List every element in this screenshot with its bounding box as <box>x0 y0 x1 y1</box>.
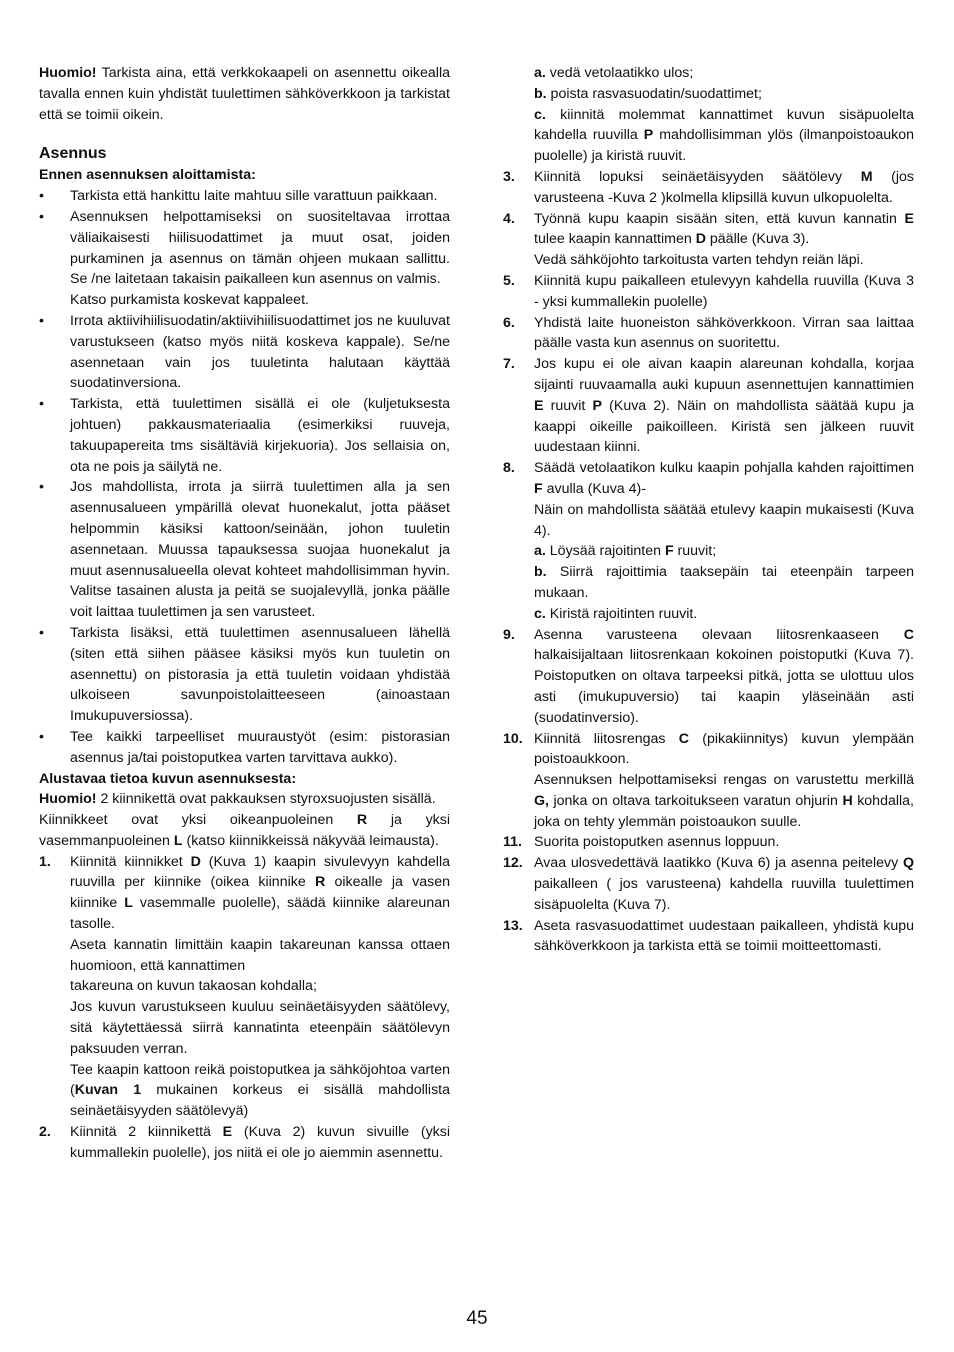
step-1-paragraph-4: Jos kuvun varustukseen kuuluu seinäetäisyyden säätölevy, sitä käytettäessä siirrä kannatinta eteenpäin säätölevyn paksuuden verran. <box>70 999 450 1057</box>
step-number: 3. <box>503 168 515 185</box>
bullet-marker: • <box>39 208 44 225</box>
step-5: 5. Kiinnitä kupu paikalleen etulevyyn kahdella ruuvilla (Kuva 3 - yksi kummallekin puolelle) <box>503 272 914 310</box>
step-12: 12. Avaa ulosvedettävä laatikko (Kuva 6) ja asenna peitelevy Q paikalleen ( jos varusteena) kahdella ruuvilla tuulettimen sisäpuolelta (Kuva 7). <box>503 855 914 913</box>
bold-label: Huomio! <box>39 791 97 808</box>
step-1-paragraph-3: takareuna on kuvun takaosan kohdalla; <box>70 978 317 995</box>
step-13: 13. Aseta rasvasuodattimet uudestaan paikalleen, yhdistä kupu sähköverkkoon ja tarkista että se toimii moitteettomasti. <box>503 917 914 955</box>
step-1-paragraph-2: Aseta kannatin limittäin kaapin takareunan kanssa ottaen huomioon, että kannattimen <box>70 936 450 974</box>
bold-label: H <box>842 792 853 809</box>
bold-label: a. <box>534 65 546 81</box>
bullet-item-3: • Irrota aktiivihiilisuodatin/aktiivihiilisuodattimet jos ne kuuluvat varustukseen (katso myös niitä koskeva kappale). Se/ne asennetaan vain jos tuuletinta halutaan käyttää suodatinversiona. <box>39 312 450 392</box>
bold-label: D <box>190 853 201 870</box>
right-column <box>503 63 914 957</box>
bullet-marker: • <box>39 479 44 496</box>
step-6: 6. Yhdistä laite huoneiston sähköverkkoon. Virran saa laittaa päälle vasta kun asennus on suoritettu. <box>503 314 914 352</box>
bullet-item-5: • Jos mahdollista, irrota ja siirrä tuulettimen alla ja sen asennusalueen ympärillä olevat huonekalut, jotta pääset helpommin käsiksi kattoon/seinään, johon tuuletin asennetaan. Muussa tapauksessa suojaa huonekalut ja muut asennusalueella olevat kohteet mahdollisimman hyvin. Valitse tasainen alusta ja peitä se suojalevyllä, jonka päälle voit laittaa tuulettimen ja sen varusteet. <box>39 479 450 621</box>
bullet-marker: • <box>39 188 44 205</box>
note-paragraph-2: Kiinnikkeet ovat yksi oikeanpuoleinen R ja yksi vasemmanpuoleinen L (katso kiinnikkeissä näkyvää leimausta). <box>39 812 450 849</box>
bullet-item-1: • Tarkista että hankittu laite mahtuu sille varattuun paikkaan. <box>39 186 450 207</box>
step-number: 1. <box>39 853 51 870</box>
step-7: 7. Jos kupu ei ole aivan kaapin alareunan kohdalla, korjaa sijainti ruuvaamalla auki kupuun asennettujen kannattimien E ruuvit P (Kuva 2). Näin on mahdollista säätää kupu ja kaappi oikeille paikoilleen. Kiristä sen jälkeen ruuvit uudestaan kiinni. <box>503 356 915 456</box>
bold-label: Huomio! <box>39 65 97 81</box>
bold-label: b. <box>534 85 547 102</box>
step-11: 11. Suorita poistoputken asennus loppuun. <box>503 832 914 853</box>
step-number: 4. <box>503 210 515 227</box>
section-heading-asennus: Asennus <box>39 145 107 163</box>
bullet-marker: • <box>39 312 44 329</box>
step-8: 8. Säädä vetolaatikon kulku kaapin pohjalla kahden rajoittimen F avulla (Kuva 4)- <box>503 460 914 497</box>
bold-label: G, <box>534 792 549 809</box>
bold-label: E <box>534 397 544 414</box>
left-column <box>39 63 450 1164</box>
step-number: 6. <box>503 314 515 331</box>
step-2-substep-b: b. poista rasvasuodatin/suodattimet; <box>534 85 762 102</box>
bullet-item-7: • Tee kaikki tarpeelliset muuraustyöt (esim: pistorasian asennus ja/tai poistoputkea varten tarvittava aukko). <box>39 728 450 766</box>
bold-label: M <box>860 168 873 185</box>
bold-label: a. <box>534 543 546 560</box>
step-9: 9. Asenna varusteena olevaan liitosrenkaaseen C halkaisijaltaan liitosrenkaan kokoinen poistoputki (Kuva 7). Poistoputken on oltava tarpeeksi pitkä, jotta se ulottuu ulos asti (imukupuversio) tai kaapin yläseinään asti (suodatinversio). <box>503 626 914 726</box>
page-number: 45 <box>466 1308 488 1329</box>
bullet-item-4: • Tarkista, että tuulettimen sisällä ei ole (kuljetuksesta johtuen) pakkausmateriaalia (esimerkiksi ruuveja, takuupapereita tms sisältäviä kirjekuoria). Jos sellaisia on, ota ne pois ja säilytä ne. <box>39 396 450 475</box>
bullet-item-6: • Tarkista lisäksi, että tuulettimen asennusalueen lähellä (siten että siihen pääsee käsiksi myös kun tuuletin on asennettu) on pistorasia ja että tuuletin voidaan yhdistää ulkoiseen savunpoistolaitteeseen (ainoastaan Imukupuversiossa). <box>39 624 450 725</box>
bold-label: R <box>356 812 368 829</box>
step-number: 7. <box>503 356 515 373</box>
step-10-paragraph-2: Asennuksen helpottamiseksi rengas on varustettu merkillä G, jonka on oltava tarkoitukseen varatun ohjurin H kohdalla, joka on tehty ylemmän poistoaukon suulle. <box>534 772 914 830</box>
bold-label: c. <box>534 605 546 622</box>
step-1: 1. Kiinnitä kiinnikket D (Kuva 1) kaapin sivulevyyn kahdella ruuvilla per kiinnike (oikea kiinnike R oikealle ja vasen kiinnike L vasemmalle puolelle), säädä kiinnike alareunan tasolle. <box>39 853 450 933</box>
bullet-marker: • <box>39 396 44 413</box>
step-1-paragraph-5: Tee kaapin kattoon reikä poistoputkea ja sähköjohtoa varten (Kuvan 1 mukainen korkeus ei sisällä mahdollista seinäetäisyyden säätölevyä) <box>70 1061 450 1120</box>
step-number: 9. <box>503 626 515 643</box>
step-3: 3. Kiinnitä lopuksi seinäetäisyyden säätölevy M (jos varusteena -Kuva 2 )kolmella klipsillä kuvun ulkopuolelta. <box>503 168 914 206</box>
subheading-preliminary-info: Alustavaa tietoa kuvun asennuksesta: <box>39 770 297 787</box>
step-8-paragraph-5: c. Kiristä rajoitinten ruuvit. <box>534 605 698 622</box>
bold-label: E <box>222 1124 233 1141</box>
bold-label: b. <box>534 564 547 581</box>
bold-label: P <box>643 127 654 144</box>
numbered-steps <box>503 167 914 957</box>
warning-paragraph: Huomio! Tarkista aina, että verkkokaapeli on asennettu oikealla tavalla ennen kuin yhdistät tuulettimen sähköverkkoon ja tarkistat että se toimii oikein. <box>39 65 450 123</box>
bold-label: Kuvan 1 <box>74 1082 142 1099</box>
bullet-item-2: • Asennuksen helpottamiseksi on suositeltavaa irrottaa väliaikaisesti hiilisuodattimet ja muut osat, joiden purkaminen ja asennus on tämän ohjeen mukaan sallittu. Se /ne laitetaan takaisin paikalleen kun asennus on valmis. <box>39 208 450 288</box>
bullet-2-note: Katso purkamista koskevat kappaleet. <box>70 292 309 309</box>
bold-label: R <box>314 874 326 891</box>
bullet-marker: • <box>39 728 44 745</box>
step-2-substep-a: a. vedä vetolaatikko ulos; <box>534 65 694 81</box>
bold-label: E <box>904 210 914 227</box>
step-2-substep-c: c. kiinnitä molemmat kannattimet kuvun sisäpuolelta kahdella ruuvilla P mahdollisimman ylös (ilmanpoistoaukon puolelle) ja kiristä ruuvit. <box>534 106 914 165</box>
bold-label: F <box>664 543 674 560</box>
step-number: 11. <box>503 834 522 851</box>
bold-label: L <box>173 832 183 849</box>
bold-label: c. <box>534 106 546 123</box>
step-number: 13. <box>503 917 523 934</box>
bold-label: Q <box>902 855 914 872</box>
bold-label: D <box>695 231 706 248</box>
step-8-paragraph-4: b. Siirrä rajoittimia taaksepäin tai eteenpäin tarpeen mukaan. <box>534 564 914 601</box>
subheading-before-installation: Ennen asennuksen aloittamista: <box>39 167 256 184</box>
step-number: 12. <box>503 855 523 872</box>
step-number: 5. <box>503 272 515 289</box>
step-10: 10. Kiinnitä liitosrengas C (pikakiinnitys) kuvun ylempään poistoaukkoon. <box>503 730 914 768</box>
note-paragraph-1: Huomio! 2 kiinnikettä ovat pakkauksen styroxsuojusten sisällä. <box>39 791 436 808</box>
step-number: 8. <box>503 460 515 477</box>
step-4: 4. Työnnä kupu kaapin sisään siten, että kuvun kannatin E tulee kaapin kannattimen D päälle (Kuva 3). <box>503 210 914 248</box>
bold-label: P <box>592 397 602 414</box>
bullet-marker: • <box>39 624 44 641</box>
bold-label: C <box>903 626 914 643</box>
bold-label: C <box>678 730 689 747</box>
step-number: 2. <box>39 1124 51 1141</box>
step-2: 2. Kiinnitä 2 kiinnikettä E (Kuva 2) kuvun sivuille (yksi kummallekin puolelle), jos niitä ei ole jo aiemmin asennettu. <box>39 1124 450 1161</box>
step-4-paragraph-2: Vedä sähköjohto tarkoitusta varten tehdyn reiän läpi. <box>534 252 864 269</box>
step-8-paragraph-3: a. Löysää rajoitinten F ruuvit; <box>534 543 717 560</box>
bold-label: F <box>534 480 543 497</box>
bold-label: L <box>124 895 133 912</box>
step-8-paragraph-2: Näin on mahdollista säätää etulevy kaapin mukaisesti (Kuva 4). <box>534 501 914 539</box>
step-number: 10. <box>503 730 523 747</box>
